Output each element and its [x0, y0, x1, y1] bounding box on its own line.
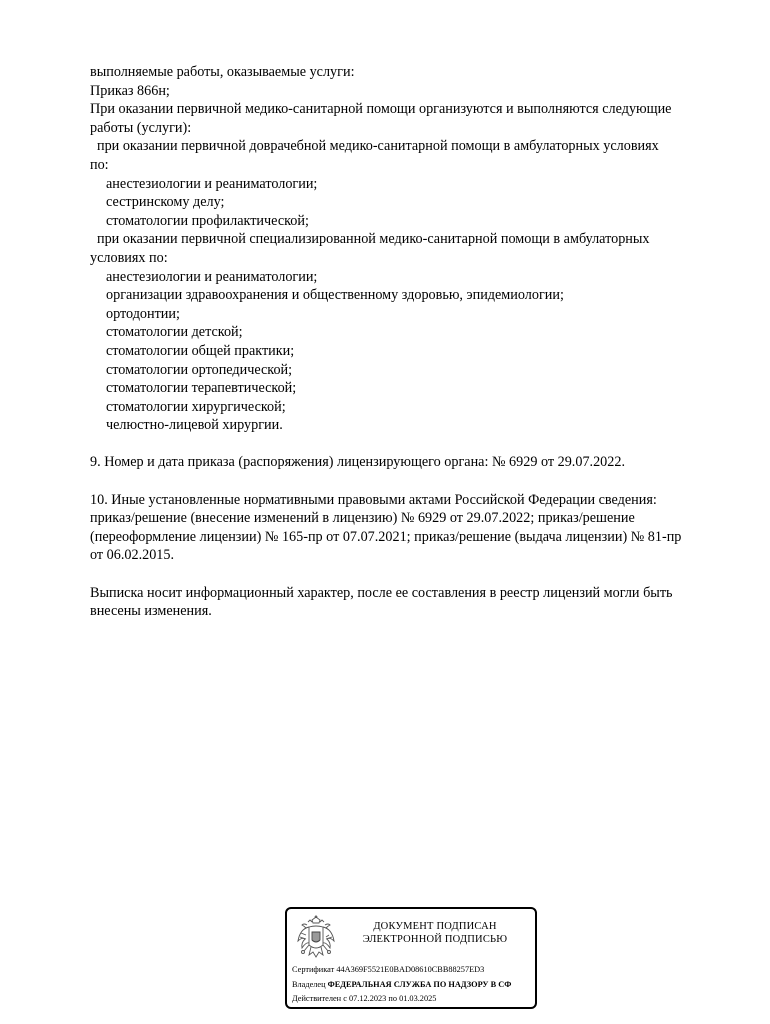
paragraph-gap [90, 565, 730, 584]
note-line: внесены изменения. [90, 603, 212, 620]
certificate-row [292, 965, 484, 975]
stamp-title-line: ДОКУМЕНТ ПОДПИСАН [373, 921, 497, 932]
section-b-heading-cont: условиях по: [90, 249, 168, 266]
section-b-heading: при оказании первичной специализированной медико-санитарной помощи в амбулаторных [97, 231, 650, 248]
list-item: стоматологии хирургической; [106, 398, 286, 415]
intro-line: При оказании первичной медико-санитарной помощи организуются и выполняются следующие [90, 101, 672, 118]
owner-label: Владелец [292, 980, 326, 989]
stamp-title-line: ЭЛЕКТРОННОЙ ПОДПИСЬЮ [362, 934, 508, 945]
list-item: стоматологии профилактической; [106, 212, 309, 229]
list-item: анестезиологии и реаниматологии; [106, 268, 318, 285]
list-item: организации здравоохранения и общественному здоровью, эпидемиологии; [106, 287, 564, 304]
owner-row [292, 980, 511, 990]
list-item: челюстно-лицевой хирургии. [106, 417, 283, 434]
section-a-heading: при оказании первичной доврачебной медико-санитарной помощи в амбулаторных условиях [97, 138, 659, 155]
item-10-line: 10. Иные установленные нормативными правовыми актами Российской Федерации сведения: [90, 491, 657, 508]
item-9: 9. Номер и дата приказа (распоряжения) лицензирующего органа: № 6929 от 29.07.2022. [90, 454, 626, 471]
note-line: Выписка носит информационный характер, после ее составления в реестр лицензий могли быть [90, 584, 673, 601]
list-item: стоматологии детской; [106, 324, 243, 341]
list-item: ортодонтии; [106, 305, 180, 322]
russian-coat-of-arms-icon [295, 915, 337, 963]
valid-label: Действителен с [292, 994, 347, 1003]
validity-row [292, 994, 436, 1004]
certificate-label: Сертификат [292, 965, 335, 974]
certificate-value: 44A369F5521E0BAD08610CBB88257ED3 [336, 965, 485, 974]
intro-line: работы (услуги): [90, 119, 192, 136]
list-item: стоматологии ортопедической; [106, 361, 293, 378]
list-item: сестринскому делу; [106, 194, 225, 211]
stamp-title [345, 920, 525, 946]
owner-value: ФЕДЕРАЛЬНАЯ СЛУЖБА ПО НАДЗОРУ В СФ [327, 980, 512, 989]
section-a-heading-cont: по: [90, 156, 109, 173]
intro-line: Приказ 866н; [90, 82, 170, 99]
list-item: стоматологии терапевтической; [106, 380, 297, 397]
item-10-line: (переоформление лицензии) № 165-пр от 07.07.2021; приказ/решение (выдача лицензии) № 81-пр [90, 528, 682, 545]
item-10-line: от 06.02.2015. [90, 547, 175, 564]
intro-line: выполняемые работы, оказываемые услуги: [90, 64, 355, 80]
list-item: стоматологии общей практики; [106, 342, 295, 359]
paragraph-gap [90, 472, 730, 491]
item-10-line: приказ/решение (внесение изменений в лицензию) № 6929 от 29.07.2022; приказ/решение [90, 510, 635, 527]
electronic-signature-stamp [285, 907, 537, 1009]
valid-to-label: по [388, 994, 397, 1003]
valid-to: 01.03.2025 [399, 994, 437, 1003]
valid-from: 07.12.2023 [348, 994, 387, 1003]
paragraph-gap [90, 435, 730, 454]
document-body [90, 63, 730, 621]
list-item: анестезиологии и реаниматологии; [106, 175, 318, 192]
